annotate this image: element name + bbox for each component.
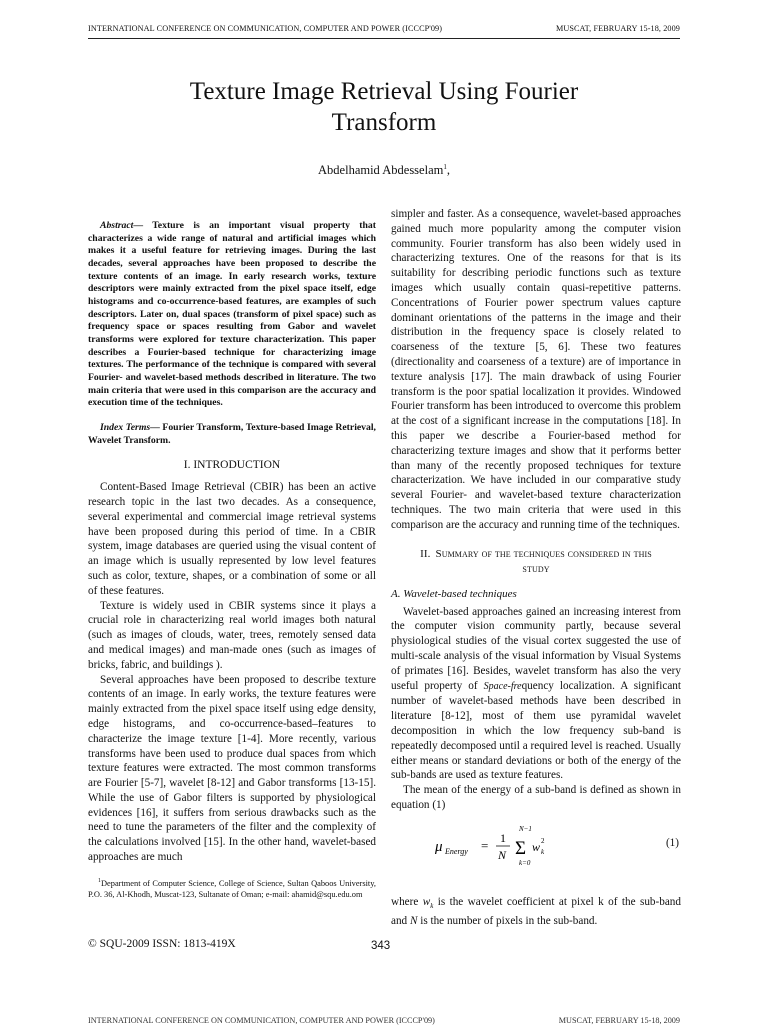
header-rule (88, 38, 680, 39)
next-header-date: MUSCAT, FEBRUARY 15-18, 2009 (558, 1016, 680, 1025)
tail-wk: w (422, 896, 431, 908)
next-header-conference: INTERNATIONAL CONFERENCE ON COMMUNICATION, COMPUTER AND POWER (ICCCP'09) (88, 1016, 435, 1025)
author-name: Abdelhamid Abdesselam (318, 163, 444, 178)
left-column (88, 220, 376, 865)
eq-term: w (532, 839, 541, 854)
intro-paragraph-1: Content-Based Image Retrieval (CBIR) has been an active research topic in the last two decades. As a consequence, several experimental and commercial image retrieval systems have been proposed during this period of time. In a CBIR system, image databases are queried using the visual content of an image which is usually represented by low level features such as color, texture, shapes, or a combination of some or all of these features. (88, 481, 376, 597)
title-line-2: Transform (331, 109, 437, 136)
title-line-1: Texture Image Retrieval Using Fourier (189, 78, 579, 105)
author-affiliation-mark: 1 (443, 163, 447, 171)
eq-lower-limit: k=0 (519, 858, 531, 867)
author-line (88, 163, 680, 178)
wavelet-paragraph-3 (391, 895, 681, 929)
footnote-mark: 1 (98, 878, 101, 884)
wavelet-paragraph-1 (391, 605, 681, 784)
tail-n: N (409, 915, 418, 928)
equation-graphic (431, 823, 591, 869)
intro-continuation: simpler and faster. As a consequence, wavelet-based approaches gained much more popularity among the computer vision community. Fourier transform has also been widely used in characterizing textures. One of the reasons for that is its suitability for describing periodic functions such as texture images which usually contain quasi-repetitive patterns. Concentrations of Fourier power spectrum values capture dominant orientations of the patterns in the image and their distribution in the frequency space is closely related to coarseness of the texture [5, 6]. These two features (directionality and coarseness of a texture) are of importance in texture analysis [17]. The main drawback of using Fourier transform is the poor spatial localization it provides. Windowed Fourier transform has been introduced to overcome this problem at the cost of a significant increase in the computations [18]. In this paper we describe a Fourier-based method for characterizing texture images and show that it performs better than many of the recently proposed techniques for texture characterization. We have included in our comparative study several Fourier- and wavelet-based texture characterization techniques. The two main criteria that were used in this comparison are the accuracy and running time of the techniques. (391, 208, 681, 531)
eq-term-sub: k (541, 847, 545, 856)
tail-pre: where (391, 896, 423, 908)
eq-subscript: Energy (445, 846, 468, 856)
abstract-lead: Abstract (100, 220, 134, 231)
section2-title-line-2: study (522, 562, 550, 575)
eq-upper-limit: N−1 (519, 824, 532, 833)
wavelet-p1-post: quency localization. A significant number of wavelet-based methods have been described in literature [8-12], most of them use pyramidal wavelet decomposition in which the low frequency sub-band is repeatedly decomposed until a required level is reached. Usually either means or standard deviations or both of the energy of the sub-bands are used as texture features. (391, 679, 681, 782)
section2-title-line-1: Summary of the techniques considered in this (435, 547, 652, 560)
equation-1 (391, 823, 681, 869)
index-terms-text: Fourier Transform, Texture-based Image Retrieval, Wavelet Transform. (88, 421, 376, 446)
affiliation-footnote (88, 876, 376, 900)
equation-number: (1) (665, 836, 679, 849)
right-column (391, 207, 681, 877)
eq-term-sup: 2 (541, 836, 545, 845)
index-terms-dash: — (150, 421, 160, 433)
abstract-text: Texture is an important visual property that characterizes a wide range of natural and artificial images which makes it a useful feature for retrieving images. During the last decades, several approaches have been proposed to describe the texture contents of an image. In early research works, texture descriptors were mainly extracted from the pixel space itself, edge histograms and co-occurrence-based features, are examples of such descriptors. Later on, dual spaces (transform of pixel space) such as frequency space or spaces resulting from Gabor and wavelet transforms were explored for texture characterization. This paper describes a Fourier-based technique for characterizing image textures. The performance of the technique is compared with several Fourier- and wavelet-based methods described in literature. The two main criteria that were used in this comparison are the accuracy and execution time of the techniques. (88, 220, 376, 409)
tail-post: is the number of pixels in the sub-band. (417, 915, 598, 928)
running-header (88, 24, 680, 33)
tail-wk-sub: k (430, 902, 434, 911)
eq-numerator: 1 (500, 830, 506, 845)
intro-paragraph-2: Texture is widely used in CBIR systems since it plays a crucial role in characterizing real world images both natural (such as images of clouds, water, trees, remotely sensed data and medical images) and man-made ones (such as images of bricks, fabric, and buildings ). (88, 599, 376, 671)
tail-mid: is the wavelet coefficient at pixel k of the sub-band and (391, 896, 681, 928)
header-date: MUSCAT, FEBRUARY 15-18, 2009 (555, 24, 680, 33)
footer-copyright: © SQU-2009 ISSN: 1813-419X (88, 938, 236, 950)
section-heading-introduction: I. INTRODUCTION (183, 459, 281, 472)
subsection-wavelet-heading: A. Wavelet-based techniques (391, 587, 517, 600)
intro-paragraph-3: Several approaches have been proposed to describe texture contents of an image. In early works, the texture features were mainly extracted from the pixel space itself using edge density, edge histograms, and co-occurrence-based–features to characterize the image texture [1-4]. More recently, various transforms have been used to produce dual spaces from which texture features were extracted. The most common transforms are Fourier [5-7], wavelet [8-12] and Gabor transforms [13-15]. While the use of Gabor filters is supported by physiological evidences [16], it suffers from serious drawbacks such as the need to tune the parameters of the filter and the complexity of the calculations involved [15]. In the other hand, wavelet-based approaches are much (88, 673, 376, 864)
wavelet-p1-pre: Wavelet-based approaches gained an increasing interest from the computer vision community partly, because several physiological studies of the visual cortex suggested the use of multi-scale analysis of the visual information by Visual Systems of primates [16]. Besides, wavelet transform has also the very useful property of (391, 605, 681, 692)
footer-page-number: 343 (371, 940, 391, 952)
wavelet-paragraph-2: The mean of the energy of a sub-band is defined as shown in equation (1) (391, 784, 681, 811)
abstract-dash: — (133, 220, 144, 231)
eq-denominator: N (498, 847, 507, 862)
eq-mu: μ (435, 838, 443, 855)
wavelet-p1-italic: Space-fre (483, 680, 522, 692)
header-conference: INTERNATIONAL CONFERENCE ON COMMUNICATION, COMPUTER AND POWER (ICCCP'09) (88, 24, 443, 33)
index-terms (88, 422, 376, 447)
section-heading-summary (391, 547, 681, 576)
eq-sigma: Σ (515, 837, 527, 859)
section2-number: II. (420, 547, 431, 560)
abstract (88, 220, 376, 410)
footnote-text: Department of Computer Science, College of Science, Sultan Qaboos University, P.O. 36, Al-Khodh, Muscat-123, Sultanate of Oman; e-mail: ahamid@squ.edu.om (88, 878, 376, 899)
paper-title (88, 76, 680, 138)
eq-equals: = (481, 837, 489, 853)
author-tail: , (446, 163, 450, 178)
index-terms-lead: Index Terms (100, 421, 151, 433)
